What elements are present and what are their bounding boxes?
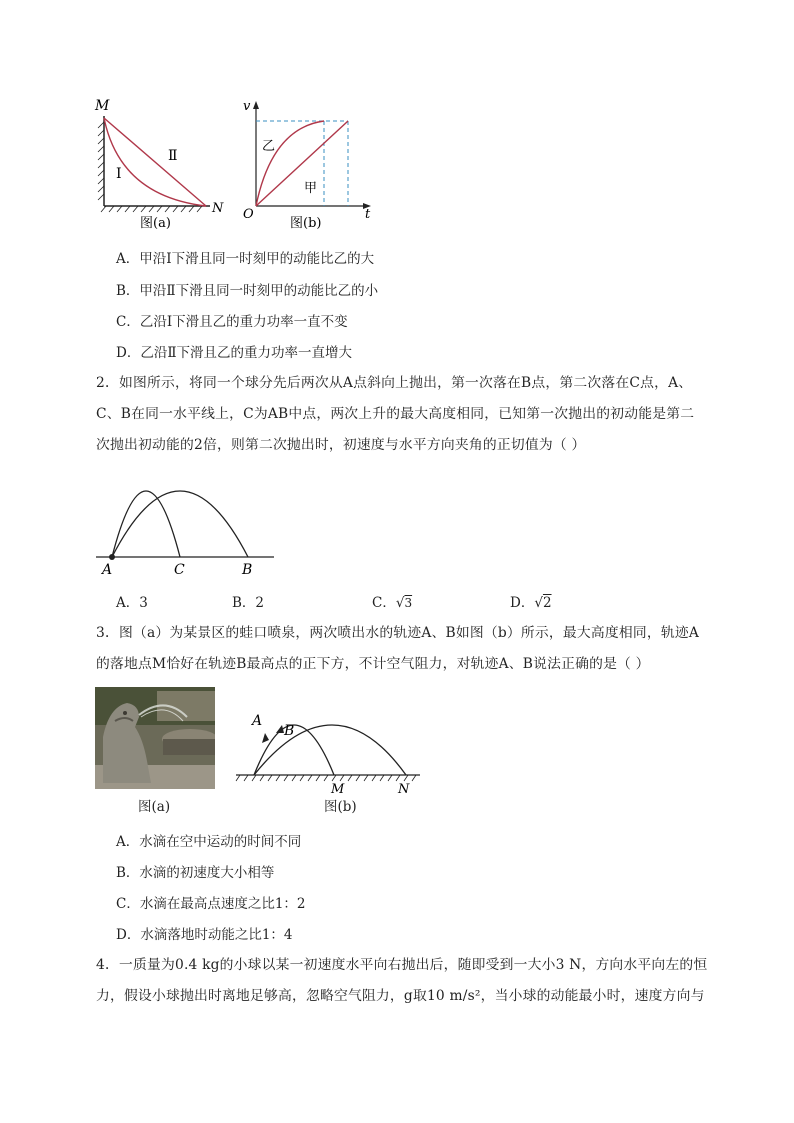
sqrt-symbol: √ <box>395 595 405 611</box>
q2-option-b: B．2 <box>232 595 265 611</box>
ground-hatch <box>236 775 416 781</box>
label-yi: 乙 <box>262 139 276 154</box>
caption-a: 图(a) <box>140 216 171 230</box>
q3-option-b: B．水滴的初速度大小相等 <box>116 865 275 881</box>
q2-line-3: 次抛出初动能的2倍，则第二次抛出时，初速度与水平方向夹角的正切值为（ ） <box>96 437 586 453</box>
sqrt-symbol: √ <box>534 595 543 611</box>
label-I: Ⅰ <box>116 166 122 182</box>
label-A: A <box>102 562 113 578</box>
caption-figure-b: 图(b) <box>324 799 357 815</box>
origin-label: O <box>243 207 254 222</box>
caption-photo-a: 图(a) <box>138 799 171 815</box>
figure-2 <box>92 462 278 580</box>
label-jia: 甲 <box>304 181 318 196</box>
figure-3b <box>234 687 422 795</box>
q2-line-1: 2．如图所示，将同一个球分先后两次从A点斜向上抛出，第一次落在B点，第二次落在C点，A、 <box>96 375 693 391</box>
fountain-photo <box>95 687 215 789</box>
label-M: M <box>95 98 110 114</box>
arrow-A <box>262 733 269 743</box>
sqrt-radicand: 2 <box>542 595 552 611</box>
label-C: C <box>174 562 185 578</box>
q3-option-c: C．水滴在最高点速度之比1：2 <box>116 896 306 912</box>
trajectory-to-C <box>112 491 180 557</box>
q3-option-a: A．水滴在空中运动的时间不同 <box>116 834 302 850</box>
q1-option-d: D．乙沿Ⅱ下滑且乙的重力功率一直增大 <box>116 345 352 361</box>
q1-option-b: B．甲沿Ⅱ下滑且同一时刻甲的动能比乙的小 <box>116 283 379 299</box>
label-II: Ⅱ <box>168 148 178 164</box>
arrow-B <box>276 725 284 733</box>
label-B: B <box>284 723 295 739</box>
track-II <box>104 118 206 206</box>
q3-line-2: 的落地点M恰好在轨迹B最高点的正下方，不计空气阻力，对轨迹A、B说法正确的是（ ） <box>96 656 650 672</box>
label-B: B <box>242 562 253 578</box>
q4-line-1: 4．一质量为0.4 kg的小球以某一初速度水平向右抛出后，随即受到一大小3 N，方向水平向左的恒 <box>96 957 708 973</box>
caption-b: 图(b) <box>290 216 322 230</box>
figure-1b <box>238 96 378 230</box>
q2-option-c: C．√3 <box>372 595 413 611</box>
q2-line-2: C、B在同一水平线上，C为AB中点，两次上升的最大高度相同，已知第一次抛出的初动能是第二 <box>96 406 695 422</box>
q4-line-2: 力，假设小球抛出时离地足够高，忽略空气阻力，g取10 m/s²，当小球的动能最小时，速度方向与 <box>96 988 705 1004</box>
floor-hatch <box>101 206 202 212</box>
figure-1a <box>92 96 232 230</box>
wall-hatch <box>98 122 104 200</box>
axis-t-label: t <box>365 207 371 222</box>
q3-option-d: D．水滴落地时动能之比1：4 <box>116 927 293 943</box>
label-A: A <box>252 713 263 729</box>
label-N: N <box>212 201 224 216</box>
q2-option-d: D．√2 <box>510 595 552 611</box>
label-N: N <box>398 782 410 795</box>
sqrt-radicand: 3 <box>404 596 413 610</box>
q1-option-a: A．甲沿Ⅰ下滑且同一时刻甲的动能比乙的大 <box>116 251 375 267</box>
label-M: M <box>331 782 345 795</box>
axis-v-label: v <box>243 99 251 114</box>
q3-line-1: 3．图（a）为某景区的蛙口喷泉，两次喷出水的轨迹A、B如图（b）所示，最大高度相同，轨迹A <box>96 625 699 641</box>
q2-option-a: A．3 <box>116 595 148 611</box>
q1-option-c: C．乙沿Ⅰ下滑且乙的重力功率一直不变 <box>116 314 348 330</box>
